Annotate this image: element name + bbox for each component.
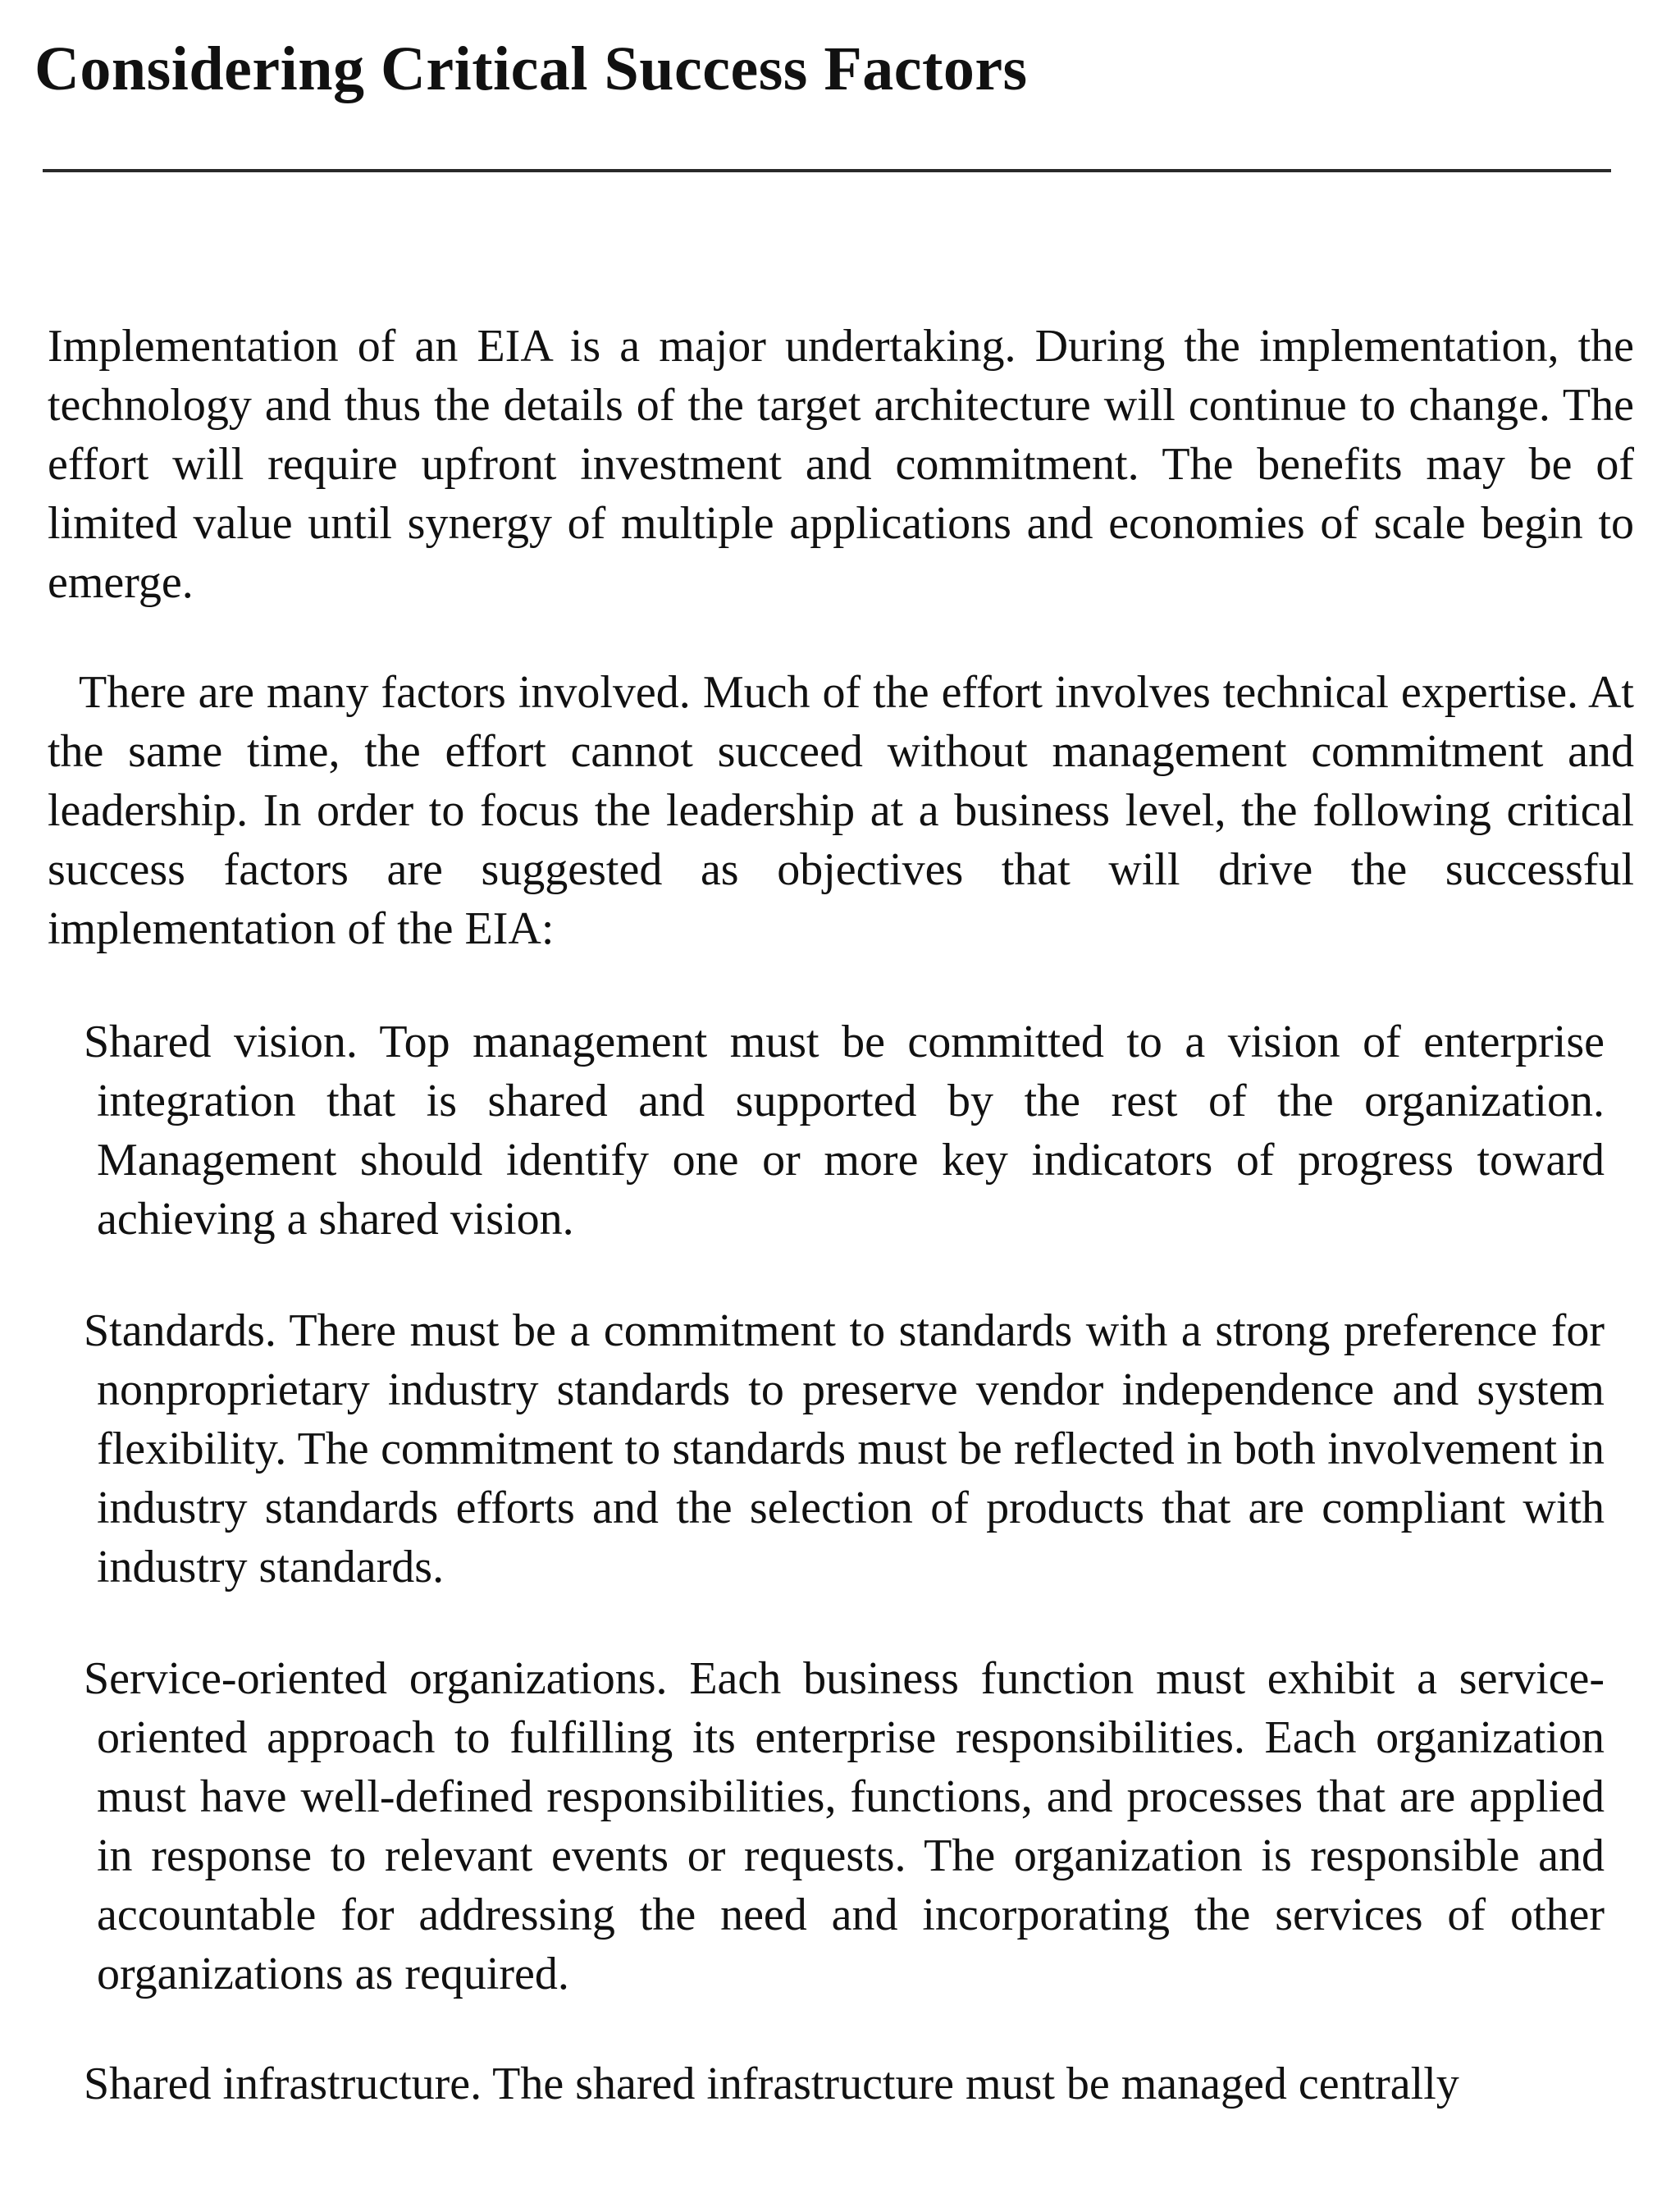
factor-shared-infrastructure [84,2054,1605,2113]
page-title: Considering Critical Success Factors [34,34,1028,103]
factor-shared-vision [84,1012,1605,1249]
factors-intro-paragraph: There are many factors involved. Much of the effort involves technical expertise. At the same time, the effort cannot succeed without management commitment and leadership. In order to focus the leadership at a business level, the following critical success factors are suggested as objectives that will drive the successful implementation of the EIA: [48,667,1634,954]
factor-lead: Shared vision. [84,1017,358,1067]
factor-text: There must be a commitment to standards with a strong preference for nonproprietary industry standards to preserve vendor independence and system flexibility. The commitment to standards must be reflected in both involvement in industry standards efforts and the selection of products that are compliant with industry standards. [97,1305,1605,1592]
factor-lead: Shared infrastructure. [84,2058,482,2109]
factor-text: The shared infrastructure must be managed centrally [492,2058,1459,2109]
factor-service-oriented-organizations [84,1649,1605,2004]
factor-text: Top management must be committed to a vision of enterprise integration that is shared and supported by the rest of the organization. Management should identify one or more key indicators of progress toward achieving a shared vision. [97,1017,1605,1245]
title-divider [43,169,1611,172]
factor-lead: Standards. [84,1305,276,1356]
intro-paragraph: Implementation of an EIA is a major undertaking. During the implementation, the technology and thus the details of the target architecture will continue to change. The effort will require upfront investment and commitment. The benefits may be of limited value until synergy of multiple applications and economies of scale begin to emerge. [48,321,1634,608]
factor-lead: Service-oriented organizations. [84,1653,668,1704]
factor-standards [84,1301,1605,1597]
factor-text: Each business function must exhibit a service-oriented approach to fulfilling its enterprise responsibilities. Each organization must have well-defined responsibilities, functions, and processes that are applied in response to relevant events or requests. The organization is responsible and accountable for addressing the need and incorporating the services of other organizations as required. [97,1653,1605,1999]
